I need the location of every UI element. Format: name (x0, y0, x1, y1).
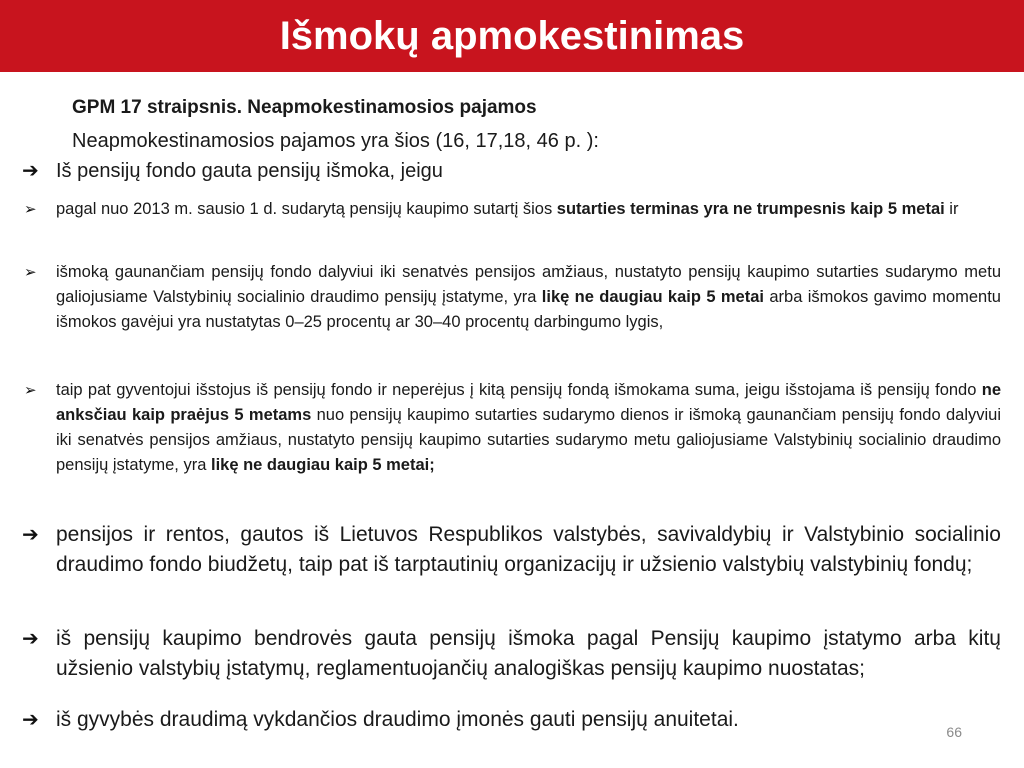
arrow-right-icon: ➔ (22, 628, 39, 650)
diamond-bullet-icon: ➢ (24, 382, 37, 399)
slide-title: Išmokų apmokestinimas (279, 14, 745, 58)
article-subheading: Neapmokestinamosios pajamos yra šios (16, 17,18, 46 p. ): (72, 130, 599, 152)
bullet-text: pagal nuo 2013 m. sausio 1 d. sudarytą pensijų kaupimo sutartį šios sutarties terminas yra ne trumpesnis kaip 5 metai ir (56, 200, 959, 218)
arrow-right-icon: ➔ (22, 709, 39, 731)
arrow-right-icon: ➔ (22, 524, 39, 546)
diamond-bullet-icon: ➢ (24, 264, 37, 281)
arrow-right-icon: ➔ (22, 160, 39, 182)
arrow-text: iš gyvybės draudimą vykdančios draudimo įmonės gauti pensijų anuitetai. (56, 708, 739, 731)
bullet-text: išmoką gaunančiam pensijų fondo dalyviui iki senatvės pensijos amžiaus, nustatyto pensijų kaupimo sutarties sudarymo metu galiojusiame Valstybinių socialinio draudimo pensijų įstatyme, yra likę ne daugiau kaip 5 metai arba išmokos gavimo momentu išmokos gavėjui yra nustatytas 0–25 procentų ar 30–40 procentų darbingumo lygis, (56, 263, 1001, 331)
diamond-bullet-icon: ➢ (24, 201, 37, 218)
page-number: 66 (946, 724, 962, 740)
arrow-text: iš pensijų kaupimo bendrovės gauta pensijų išmoka pagal Pensijų kaupimo įstatymo arba kitų užsienio valstybių įstatymų, reglamentuojančių analogiškas pensijų kaupimo nuostatas; (56, 627, 1001, 680)
bullet-text: taip pat gyventojui išstojus iš pensijų fondo ir neperėjus į kitą pensijų fondą išmokama suma, jeigu išstojama iš pensijų fondo ne anksčiau kaip praėjus 5 metams nuo pensijų kaupimo sutarties sudarymo dienos ir išmoką gaunančiam pensijų fondo dalyviui iki senatvės pensijos amžiaus, nustatyto pensijų kaupimo sutarties sudarymo metu galiojusiame Valstybinių socialinio draudimo pensijų įstatyme, yra likę ne daugiau kaip 5 metai; (56, 381, 1002, 474)
intro-text: Iš pensijų fondo gauta pensijų išmoka, jeigu (56, 160, 443, 182)
article-heading: GPM 17 straipsnis. Neapmokestinamosios pajamos (72, 97, 537, 118)
arrow-text: pensijos ir rentos, gautos iš Lietuvos Respublikos valstybės, savivaldybių ir Valstybinio socialinio draudimo fondo biudžetų, taip pat iš tarptautinių organizacijų ir užsienio valstybių valstybinių fondų; (56, 523, 1001, 576)
